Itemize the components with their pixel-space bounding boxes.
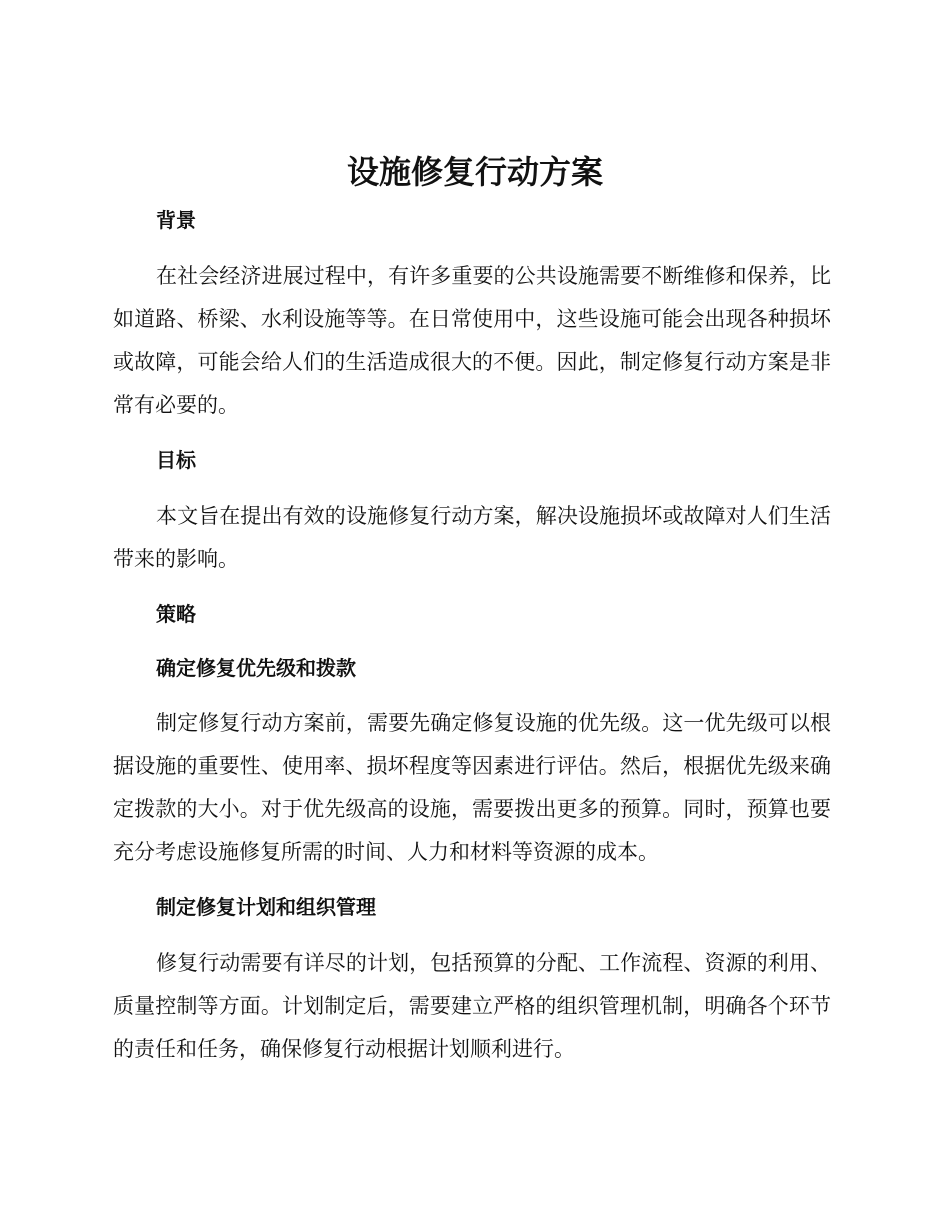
subsection-heading-priority-funding: 确定修复优先级和拨款 <box>156 656 356 680</box>
paragraph-plan-management: 修复行动需要有详尽的计划，包括预算的分配、工作流程、资源的利用、质量控制等方面。计划制定后，需要建立严格的组织管理机制，明确各个环节的责任和任务，确保修复行动根据计划顺利进行。 <box>113 951 831 1061</box>
subsection-heading-plan-management: 制定修复计划和组织管理 <box>156 895 376 919</box>
paragraph-background: 在社会经济进展过程中，有许多重要的公共设施需要不断维修和保养，比如道路、桥梁、水利设施等等。在日常使用中，这些设施可能会出现各种损坏或故障，可能会给人们的生活造成很大的不便。因此，制定修复行动方案是非常有必要的。 <box>113 264 831 417</box>
section-heading-strategy: 策略 <box>156 602 196 626</box>
section-heading-goal: 目标 <box>156 448 196 472</box>
document-title: 设施修复行动方案 <box>346 153 603 191</box>
paragraph-priority-funding: 制定修复行动方案前，需要先确定修复设施的优先级。这一优先级可以根据设施的重要性、使用率、损坏程度等因素进行评估。然后，根据优先级来确定拨款的大小。对于优先级高的设施，需要拨出更多的预算。同时，预算也要充分考虑设施修复所需的时间、人力和材料等资源的成本。 <box>113 711 831 864</box>
document-body <box>113 200 831 1071</box>
section-heading-background: 背景 <box>156 208 196 232</box>
paragraph-goal: 本文旨在提出有效的设施修复行动方案，解决设施损坏或故障对人们生活带来的影响。 <box>113 504 831 571</box>
